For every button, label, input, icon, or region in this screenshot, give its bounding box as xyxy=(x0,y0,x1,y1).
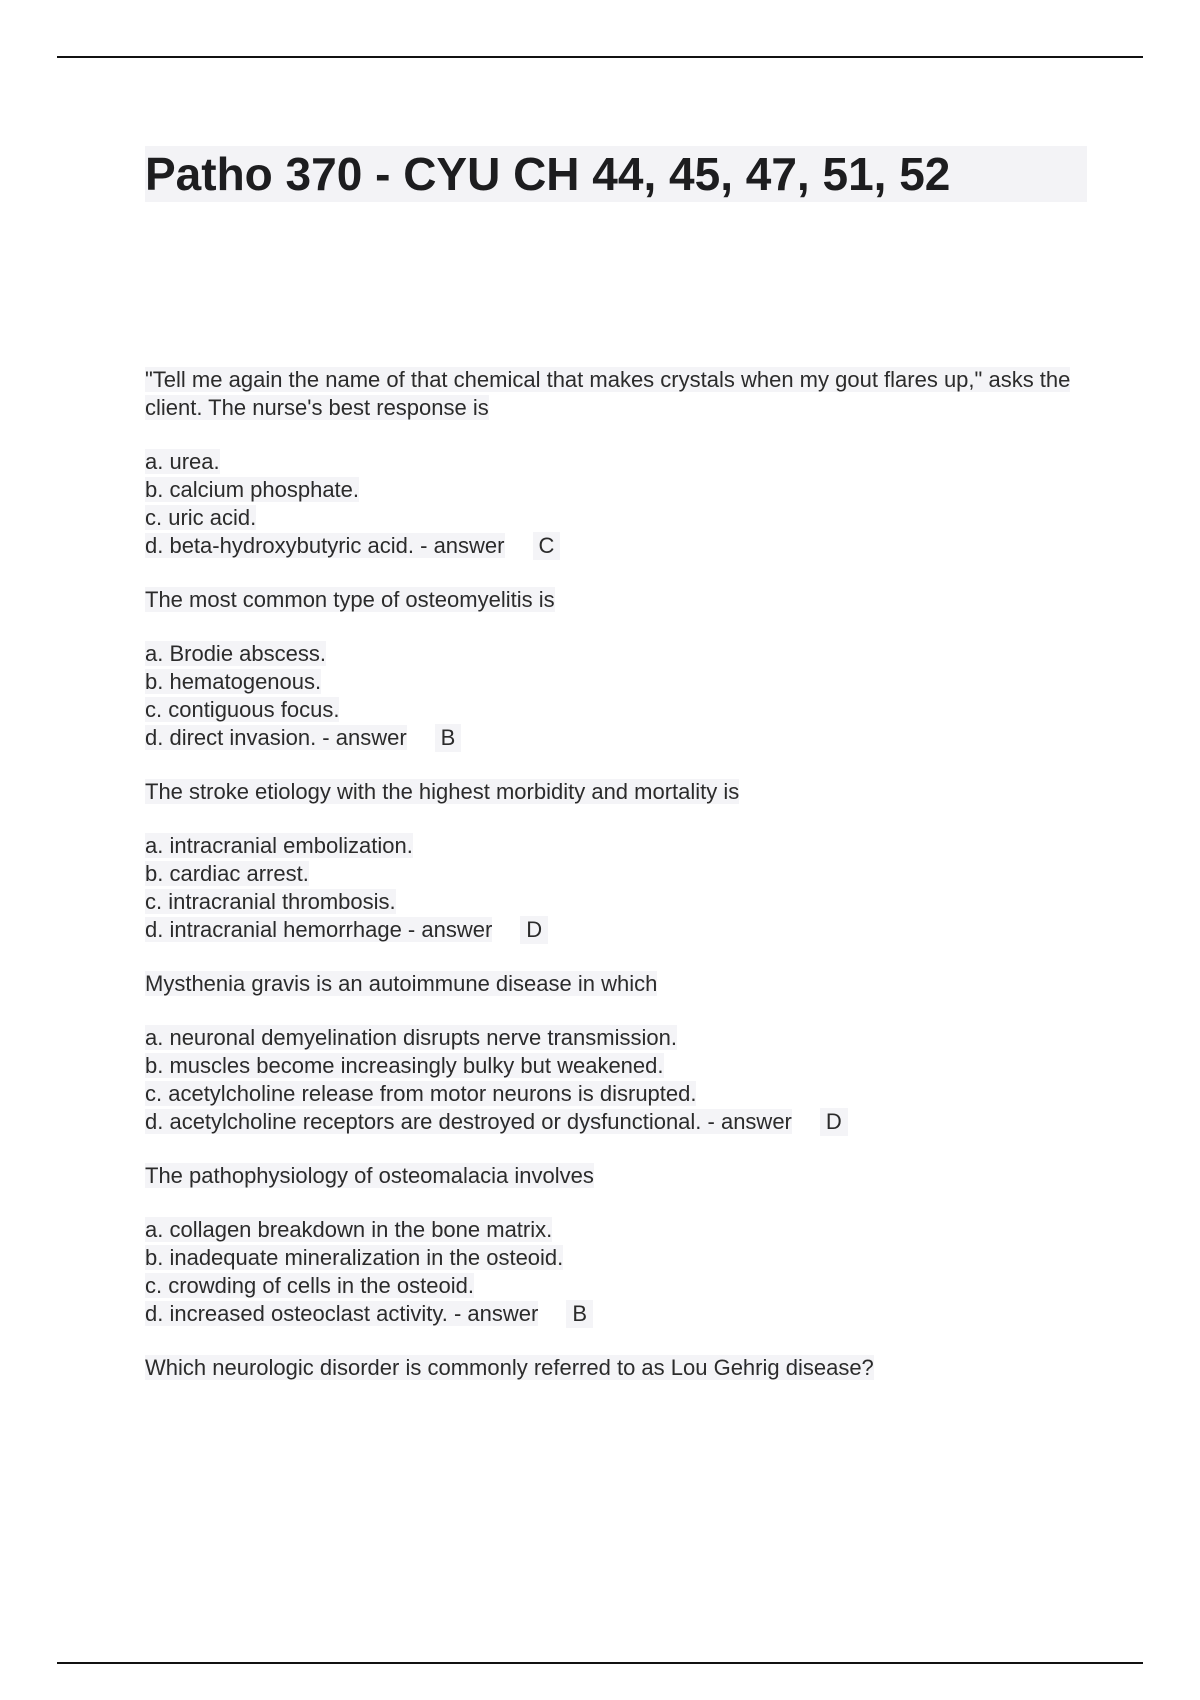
option-c: c. crowding of cells in the osteoid. xyxy=(145,1273,474,1298)
option-c: c. acetylcholine release from motor neurons is disrupted. xyxy=(145,1081,697,1106)
question-6 xyxy=(145,1354,1105,1382)
question-text: The pathophysiology of osteomalacia involves xyxy=(145,1163,594,1188)
answer-letter: B xyxy=(566,1300,593,1328)
answer-letter: C xyxy=(533,532,561,560)
question-text: The stroke etiology with the highest morbidity and mortality is xyxy=(145,779,740,804)
question-text: "Tell me again the name of that chemical that makes crystals when my gout flares up," asks the client. The nurse's best response is xyxy=(145,367,1071,420)
option-b: b. cardiac arrest. xyxy=(145,861,309,886)
answer-letter: B xyxy=(435,724,462,752)
question-2-options xyxy=(145,640,1105,752)
option-a: a. Brodie abscess. xyxy=(145,641,326,666)
question-1-options xyxy=(145,448,1105,560)
question-text: Mysthenia gravis is an autoimmune disease in which xyxy=(145,971,658,996)
question-4 xyxy=(145,970,1105,998)
answer-letter: D xyxy=(520,916,548,944)
option-c: c. uric acid. xyxy=(145,505,257,530)
question-text: The most common type of osteomyelitis is xyxy=(145,587,555,612)
option-c: c. contiguous focus. xyxy=(145,697,340,722)
question-4-options xyxy=(145,1024,1105,1136)
question-text: Which neurologic disorder is commonly referred to as Lou Gehrig disease? xyxy=(145,1355,874,1380)
option-a: a. intracranial embolization. xyxy=(145,833,413,858)
option-b: b. hematogenous. xyxy=(145,669,322,694)
question-1 xyxy=(145,366,1105,422)
option-a: a. urea. xyxy=(145,449,220,474)
question-list xyxy=(145,366,1105,1408)
top-divider xyxy=(57,56,1143,58)
question-2 xyxy=(145,586,1105,614)
option-d: d. beta-hydroxybutyric acid. - answer C xyxy=(145,532,1105,560)
question-3-options xyxy=(145,832,1105,944)
option-a: a. neuronal demyelination disrupts nerve transmission. xyxy=(145,1025,677,1050)
question-5 xyxy=(145,1162,1105,1190)
option-b: b. muscles become increasingly bulky but weakened. xyxy=(145,1053,664,1078)
option-c: c. intracranial thrombosis. xyxy=(145,889,396,914)
option-a: a. collagen breakdown in the bone matrix. xyxy=(145,1217,553,1242)
question-3 xyxy=(145,778,1105,806)
option-d: d. intracranial hemorrhage - answer D xyxy=(145,916,1105,944)
page-title: Patho 370 - CYU CH 44, 45, 47, 51, 52 xyxy=(145,146,1087,202)
option-d: d. acetylcholine receptors are destroyed or dysfunctional. - answer D xyxy=(145,1108,1105,1136)
question-5-options xyxy=(145,1216,1105,1328)
bottom-divider xyxy=(57,1662,1143,1664)
option-b: b. inadequate mineralization in the osteoid. xyxy=(145,1245,564,1270)
option-b: b. calcium phosphate. xyxy=(145,477,360,502)
option-d: d. direct invasion. - answer B xyxy=(145,724,1105,752)
option-d: d. increased osteoclast activity. - answer B xyxy=(145,1300,1105,1328)
answer-letter: D xyxy=(820,1108,848,1136)
